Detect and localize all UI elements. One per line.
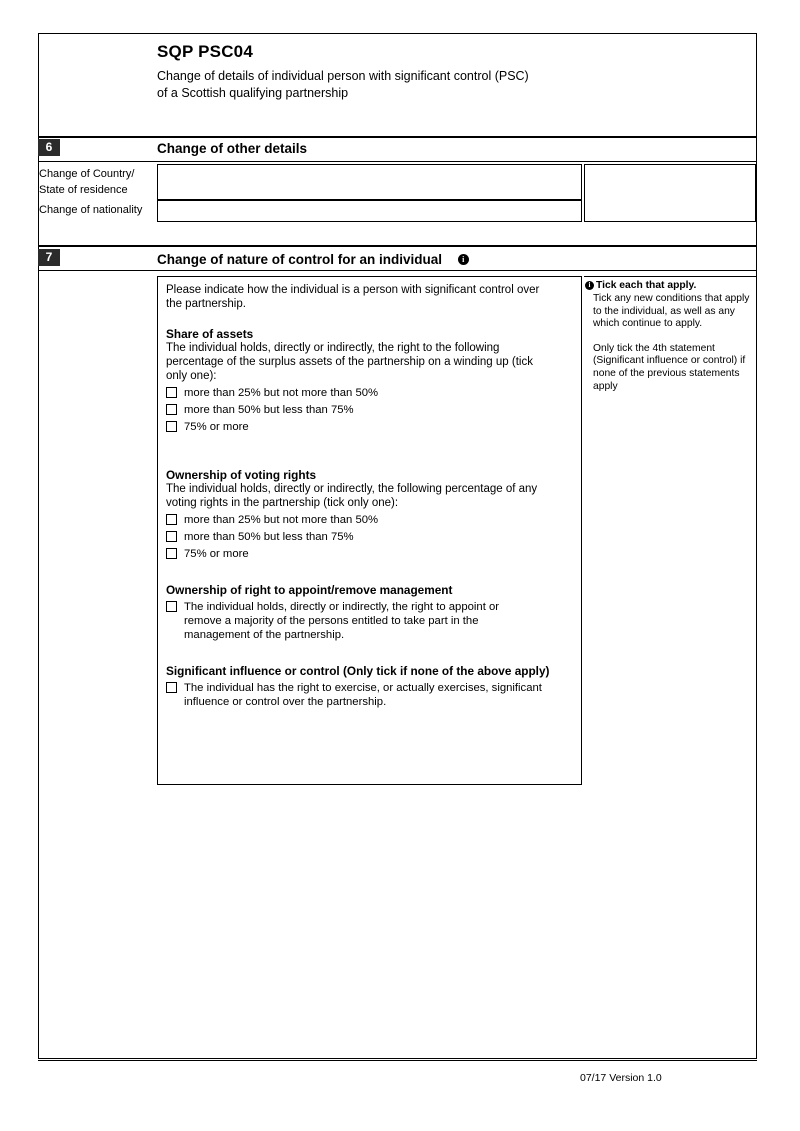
country-residence-input[interactable]: [157, 164, 582, 200]
section-7-bottom-rule: [38, 270, 757, 271]
nationality-label: Change of nationality: [39, 204, 143, 216]
checkbox-voting-50-75[interactable]: [166, 531, 177, 542]
section-6-title: Change of other details: [157, 141, 308, 156]
section-6-number: 6: [38, 139, 60, 156]
form-code: SQP PSC04: [157, 42, 253, 61]
footer-version: 07/17 Version 1.0: [580, 1072, 662, 1084]
group-share-of-assets-desc-3: only one):: [166, 370, 217, 382]
checkbox-voting-75-plus-label: 75% or more: [184, 548, 249, 560]
section-7-number: 7: [38, 249, 60, 266]
checkbox-assets-25-50[interactable]: [166, 387, 177, 398]
checkbox-assets-75-plus-label: 75% or more: [184, 421, 249, 433]
checkbox-assets-50-75[interactable]: [166, 404, 177, 415]
form-subtitle-line-2: of a Scottish qualifying partnership: [157, 86, 349, 100]
footer-rule: [38, 1060, 757, 1061]
section-7-top-rule: [38, 245, 757, 247]
intro-line-1: Please indicate how the individual is a person with significant control over: [166, 284, 540, 296]
checkbox-assets-50-75-label: more than 50% but less than 75%: [184, 404, 354, 416]
checkbox-row[interactable]: [166, 681, 566, 709]
guidance-title-text: Tick each that apply.: [596, 280, 697, 291]
checkbox-row[interactable]: [166, 513, 566, 527]
nationality-input[interactable]: [157, 200, 582, 222]
group-significant-influence-heading: Significant influence or control (Only tick if none of the above apply): [166, 664, 550, 678]
info-icon[interactable]: i: [458, 254, 469, 265]
section-7-answer-panel: [157, 276, 582, 785]
checkbox-assets-75-plus[interactable]: [166, 421, 177, 432]
group-appoint-remove-heading: Ownership of right to appoint/remove management: [166, 583, 453, 597]
guidance-title: [585, 279, 696, 292]
country-residence-label-line-1: Change of Country/: [39, 168, 135, 180]
form-header: [157, 42, 717, 102]
checkbox-voting-75-plus[interactable]: [166, 548, 177, 559]
country-residence-label-line-2: State of residence: [39, 184, 128, 196]
checkbox-assets-25-50-label: more than 25% but not more than 50%: [184, 387, 379, 399]
section-7-content: [166, 283, 566, 709]
checkbox-row[interactable]: [166, 386, 566, 400]
checkbox-row[interactable]: [166, 403, 566, 417]
checkbox-voting-25-50-label: more than 25% but not more than 50%: [184, 514, 379, 526]
section-6-top-rule: [38, 136, 757, 138]
guidance-paragraph-1: Tick any new conditions that apply to the individual, as well as any which continue to apply.: [593, 293, 750, 330]
section-6-bottom-rule: [38, 161, 757, 162]
group-share-of-assets-desc-1: The individual holds, directly or indirectly, the right to the following: [166, 342, 500, 354]
group-voting-rights-desc-1: The individual holds, directly or indirectly, the following percentage of any: [166, 483, 538, 495]
checkbox-significant-influence[interactable]: [166, 682, 177, 693]
group-voting-rights-heading: Ownership of voting rights: [166, 468, 317, 482]
checkbox-voting-25-50[interactable]: [166, 514, 177, 525]
guidance-body: [593, 293, 751, 393]
group-share-of-assets-heading: Share of assets: [166, 327, 254, 341]
guidance-paragraph-2: Only tick the 4th statement (Significant influence or control) if none of the previous statements apply: [593, 342, 746, 392]
guidance-top-rule: [584, 276, 756, 277]
section-7-guidance-panel: [584, 276, 756, 785]
checkbox-row[interactable]: [166, 530, 566, 544]
section-7-title-text: Change of nature of control for an individual: [157, 252, 443, 267]
intro-line-2: the partnership.: [166, 298, 246, 310]
section-6-side-box: [584, 164, 756, 222]
checkbox-row[interactable]: [166, 547, 566, 561]
form-subtitle-line-1: Change of details of individual person with significant control (PSC): [157, 69, 529, 83]
group-share-of-assets-desc-2: percentage of the surplus assets of the partnership on a winding up (tick: [166, 356, 533, 368]
checkbox-appoint-remove-label: The individual holds, directly or indirectly, the right to appoint or remove a majority of the persons entitled to take part in the management of the partnership.: [184, 601, 500, 641]
section-7-title: [157, 251, 469, 268]
group-voting-rights-desc-2: voting rights in the partnership (tick only one):: [166, 497, 399, 509]
info-icon: i: [585, 281, 594, 290]
checkbox-significant-influence-label: The individual has the right to exercise, or actually exercises, significant influence or control over the partnership.: [184, 682, 542, 708]
checkbox-appoint-remove[interactable]: [166, 601, 177, 612]
checkbox-row[interactable]: [166, 420, 566, 434]
checkbox-row[interactable]: [166, 600, 566, 642]
checkbox-voting-50-75-label: more than 50% but less than 75%: [184, 531, 354, 543]
